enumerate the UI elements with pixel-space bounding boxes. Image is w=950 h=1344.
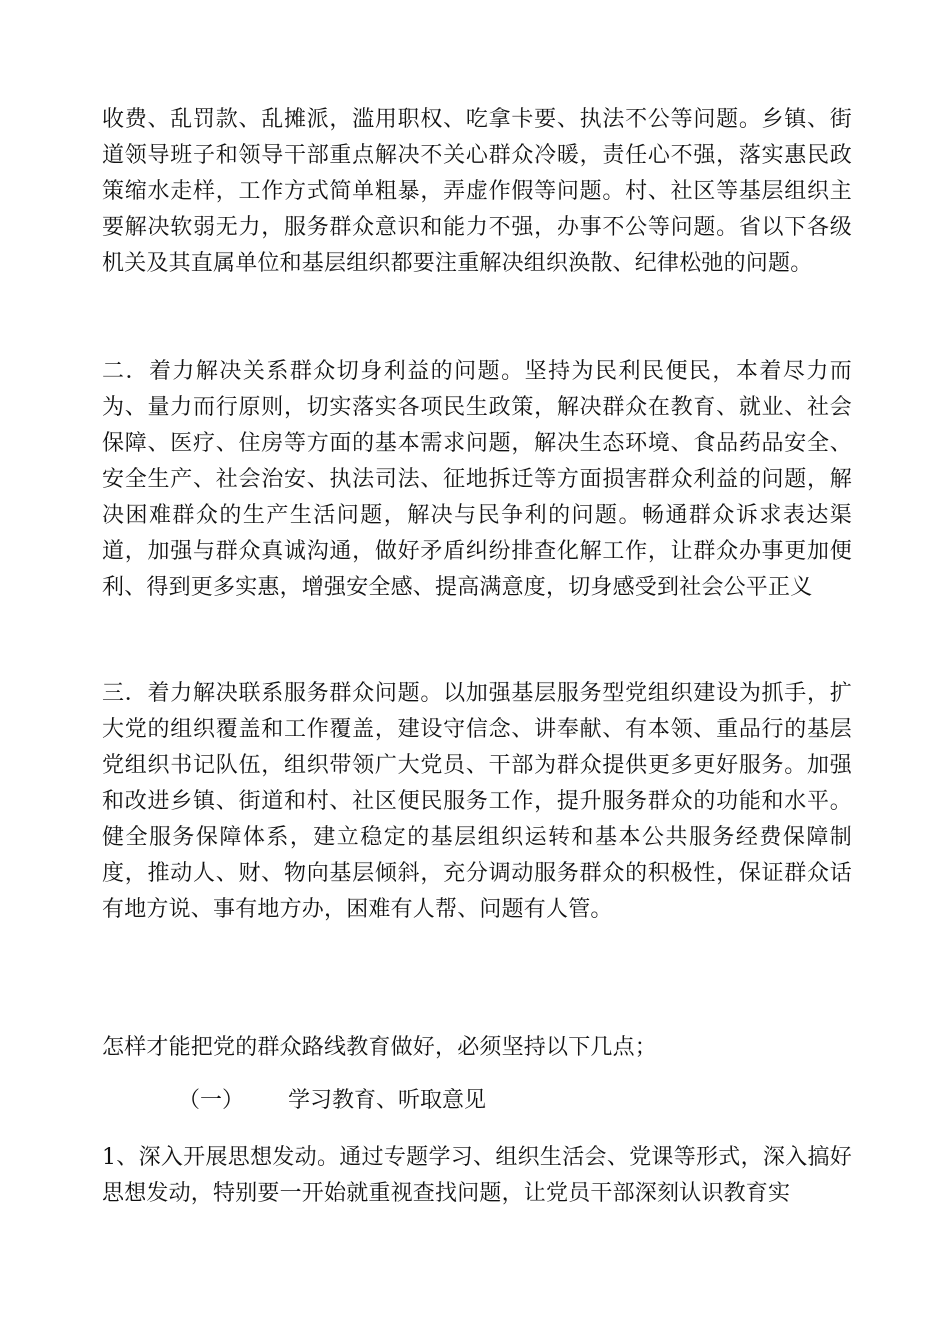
paragraph-point-two: 二．着力解决关系群众切身利益的问题。坚持为民利民便民，本着尽力而为、量力而行原则，切实落实各项民生政策，解决群众在教育、就业、社会保障、医疗、住房等方面的基本需求问题，解决生态环境、食品药品安全、安全生产、社会治安、执法司法、征地拆迁等方面损害群众利益的问题，解决困难群众的生产生活问题，解决与民争利的问题。畅通群众诉求表达渠道，加强与群众真诚沟通，做好矛盾纠纷排查化解工作，让群众办事更加便利、得到更多实惠，增强安全感、提高满意度，切身感受到社会公平正义	[102, 359, 852, 600]
section-heading	[178, 1083, 486, 1119]
paragraph-point-three: 三．着力解决联系服务群众问题。以加强基层服务型党组织建设为抓手，扩大党的组织覆盖和工作覆盖，建设守信念、讲奉献、有本领、重品行的基层党组织书记队伍，组织带领广大党员、干部为群众提供更多更好服务。加强和改进乡镇、街道和村、社区便民服务工作，提升服务群众的功能和水平。健全服务保障体系，建立稳定的基层组织运转和基本公共服务经费保障制度，推动人、财、物向基层倾斜，充分调动服务群众的积极性，保证群众话有地方说、事有地方办，困难有人帮、问题有人管。	[102, 681, 852, 922]
paragraph-intro-question: 怎样才能把党的群众路线教育做好，必须坚持以下几点；	[102, 1035, 658, 1060]
section-number: （一）	[178, 1088, 245, 1113]
paragraph-problem-list: 收费、乱罚款、乱摊派，滥用职权、吃拿卡要、执法不公等问题。乡镇、街道领导班子和领导干部重点解决不关心群众冷暖，责任心不强，落实惠民政策缩水走样，工作方式简单粗暴，弄虚作假等问题。村、社区等基层组织主要解决软弱无力，服务群众意识和能力不强，办事不公等问题。省以下各级机关及其直属单位和基层组织都要注重解决组织涣散、纪律松弛的问题。	[102, 107, 852, 276]
section-title: 学习教育、听取意见	[288, 1088, 487, 1113]
paragraph-item-one: 1、深入开展思想发动。通过专题学习、组织生活会、党课等形式，深入搞好思想发动，特别要一开始就重视查找问题，让党员干部深刻认识教育实	[102, 1145, 852, 1206]
